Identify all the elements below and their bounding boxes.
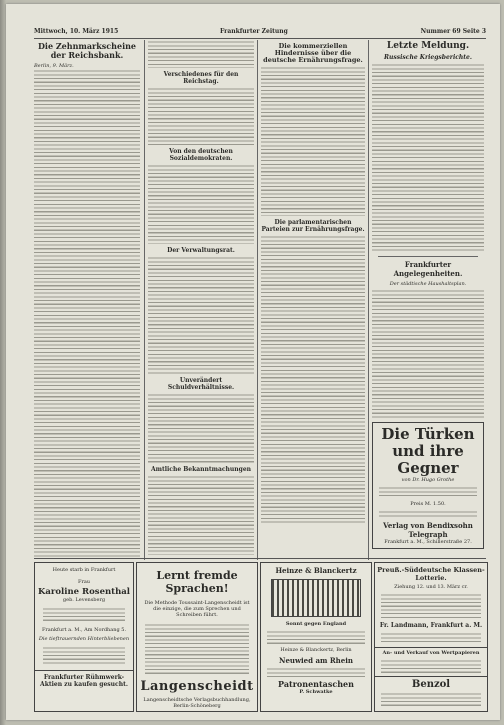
language-ad-text (145, 623, 249, 675)
section-heading: Amtliche Bekanntmachungen (150, 466, 252, 473)
death-notice-line: geb. Levensberg (62, 597, 106, 603)
running-header (34, 28, 486, 39)
article-body (372, 289, 484, 419)
article-body (372, 63, 484, 253)
article-column-2 (148, 40, 254, 560)
language-ad-headline: Lernt fremde Sprachen! (156, 569, 238, 595)
securities-ad-title: An- und Verkauf von Wertpapieren (375, 647, 487, 656)
death-notice-intro: Heute starb in Frankfurt (52, 567, 116, 573)
language-ad-footer: Langenscheidtsche Verlagsbuchhandlung, Berlin-Schöneberg (143, 697, 251, 709)
book-price: Preis M. 1.50. (410, 501, 446, 507)
lottery-ad (374, 562, 488, 712)
latest-news-subtitle: Russische Kriegsberichte. (384, 54, 472, 61)
article-body (34, 69, 140, 559)
column-rule (257, 40, 258, 560)
article-dateline: Berlin, 9. März. (34, 63, 74, 69)
divider (378, 256, 478, 257)
notices-subtitle: Der städtische Haushaltsplan. (389, 281, 467, 287)
benzol-ad-title: Benzol (375, 676, 487, 690)
article-body (261, 66, 365, 216)
lottery-firm: Fr. Landmann, Frankfurt a. M. (379, 622, 483, 629)
book-author: von Dr. Hugo Grothe (401, 477, 455, 483)
article-body (148, 475, 254, 555)
article-body (261, 235, 365, 525)
stationery-location: Neuwied am Rhein (279, 656, 353, 665)
ad-band-rule (34, 558, 486, 559)
book-advertisement (372, 422, 484, 549)
book-publisher-city: Frankfurt a. M., Schillerstraße 27. (384, 539, 472, 545)
language-ad-brand: Langenscheidt (140, 679, 254, 694)
column-rule (144, 40, 145, 560)
death-notice-family: Die tieftrauernden Hinterbliebenen (38, 636, 130, 642)
benzol-ad-text (381, 692, 481, 706)
article-column-1 (34, 40, 140, 560)
stationery-maker: Heinze & Blanckertz, Berlin (280, 647, 352, 653)
section-heading: Von den deutschen Sozialdemokraten. (169, 148, 233, 162)
cartridge-pouch-firm: P. Schwatke (299, 689, 333, 695)
book-description (379, 486, 477, 498)
article-body (148, 40, 254, 68)
header-date: Mittwoch, 10. März 1915 (34, 28, 119, 35)
death-notice-ad (34, 562, 134, 712)
article-title: Die kommerziellen Hindernisse über die deutsche Ernährungsfrage. (263, 42, 363, 64)
death-notice-details (43, 646, 125, 666)
latest-news-title: Letzte Meldung. (386, 41, 470, 51)
lottery-title: Preuß.-Süddeutsche Klassen-Lotterie. (377, 566, 485, 582)
lottery-text (381, 593, 481, 619)
stationery-ad (260, 562, 372, 712)
death-notice-text (43, 607, 125, 623)
lottery-draw-date: Ziehung 12. und 13. März cr. (394, 584, 468, 590)
shares-wanted-notice: Frankfurter Rühmwerk-Aktien zu kaufen gesucht. (35, 670, 133, 688)
book-title: Die Türken und ihre Gegner (381, 425, 475, 477)
language-course-ad (136, 562, 258, 712)
book-publisher: Verlag von Bendixsohn Telegraph (383, 521, 473, 539)
death-notice-label: Frau (77, 579, 91, 585)
section-heading: Die parlamentarischen Parteien zur Ernährungsfrage. (261, 219, 365, 233)
article-body (148, 164, 254, 244)
death-notice-city: Frankfurt a. M., Am Nordhang 5. (41, 627, 127, 633)
stationery-text (267, 630, 365, 644)
section-heading: Verschiedenes für den Reichstag. (163, 71, 239, 85)
section-heading: Der Verwaltungsrat. (167, 247, 235, 254)
pen-illustration (271, 579, 361, 617)
securities-ad-text (381, 659, 481, 673)
stationery-details (267, 667, 365, 677)
article-title: Die Zehnmarkscheine der Reichsbank. (37, 41, 137, 60)
header-paper-name: Frankfurter Zeitung (220, 28, 288, 35)
language-ad-description: Die Methode Toussaint-Langenscheidt ist die einzige, die zum Sprechen und Schreiben führt. (144, 600, 250, 618)
lottery-details (381, 632, 481, 644)
cartridge-pouch-title: Patronentaschen (278, 679, 354, 689)
book-note (379, 510, 477, 518)
header-page-number: Nummer 69 Seite 3 (420, 28, 486, 35)
notices-title: Frankfurter Angelegenheiten. (393, 260, 463, 278)
column-rule (368, 40, 369, 560)
stationery-brand: Heinze & Blanckertz (275, 566, 357, 575)
section-heading: Unverändert Schuldverhältnisse. (167, 377, 235, 391)
article-column-3 (261, 40, 365, 560)
article-body (148, 87, 254, 145)
death-notice-name: Karoline Rosenthal (38, 587, 130, 597)
article-body (148, 393, 254, 463)
stationery-caption: Sonnt gegen England (285, 621, 347, 627)
article-column-4 (372, 40, 484, 560)
article-body (148, 256, 254, 374)
